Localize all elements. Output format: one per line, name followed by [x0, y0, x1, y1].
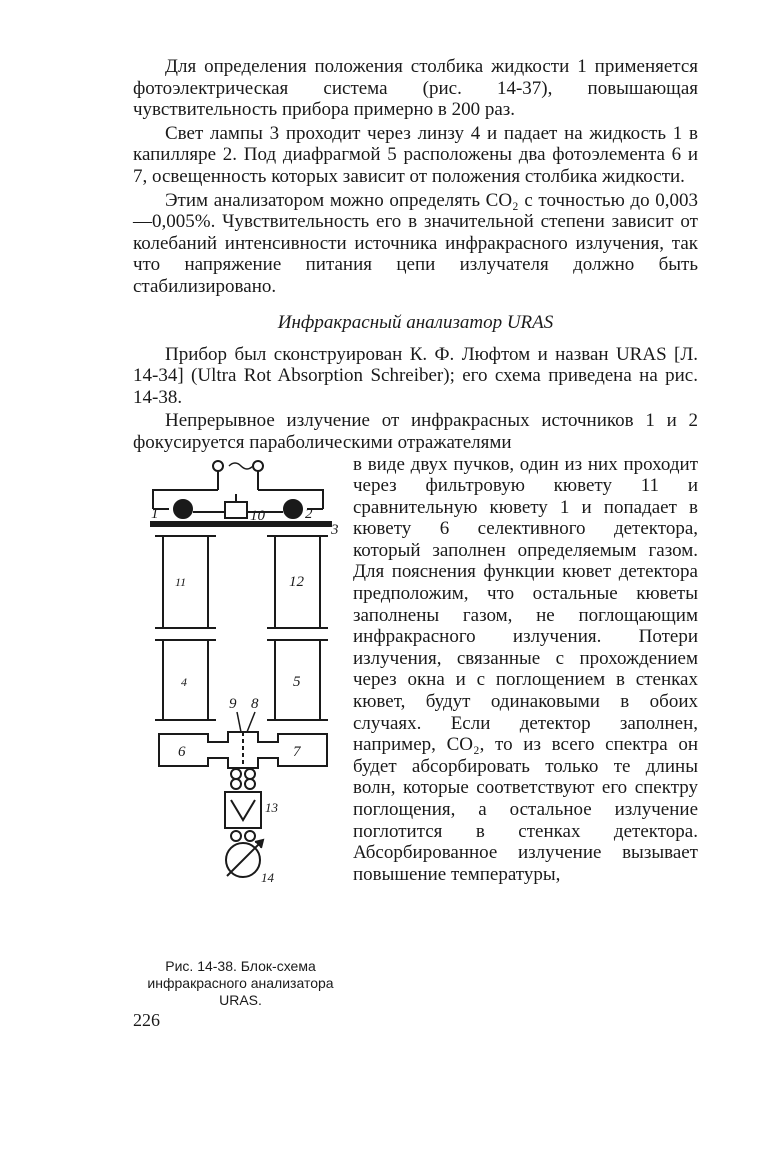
label-2: 2 — [305, 505, 313, 522]
figure-wrap — [133, 454, 698, 886]
label-9: 9 — [229, 695, 237, 712]
label-11: 11 — [175, 574, 187, 589]
label-4: 4 — [181, 674, 187, 689]
section-heading: Инфракрасный анализатор URAS — [277, 311, 554, 333]
label-5: 5 — [293, 673, 301, 690]
label-7: 7 — [293, 743, 301, 760]
label-10: 10 — [250, 507, 265, 524]
paragraph-3: Этим анализатором можно определять CO₂ с точностью до 0,003—0,005%. Чувствительность его в значительной степени зависит от колебаний интенсивности источника инфракрасного излучения, так что напряжение питания цепи излучателя должно быть стабилизировано. — [133, 189, 698, 297]
label-12: 12 — [289, 573, 304, 590]
label-14: 14 — [261, 869, 274, 885]
paragraph-2: Свет лампы 3 проходит через линзу 4 и падает на жидкость 1 в капилляре 2. Под диафрагмой 5 расположены два фотоэлемента 6 и 7, освещенность которых зависит от положения столбика жидкости. — [133, 122, 698, 187]
paragraph-column: в виде двух пучков, один из них проходит через фильтровую кювету 11 и сравнительную кювету 1 и попадает в кювету 6 селективного детектора, который заполнен определяемым газом. Для пояснения функции кювет детектора предположим, что остальные кюветы заполнены газом, не поглощающим инфракрасного излучения. Потери излучения, связанные с прохождением через окна и с поглощением в стенках кювет, будут одинаковыми в обоих случаях. Если детектор заполнен, например, CO₂, то из всего спектра он будет абсорбировать только те длины волн, которые соответствуют его спектру поглощения, а остальное излучение поглотится в стенках детектора. Абсорбированное излучение вызывает повышение температуры, — [353, 453, 698, 885]
figure-caption: Рис. 14-38. Блок-схема инфракрасного анализатора URAS. — [147, 958, 334, 1008]
label-13: 13 — [265, 799, 278, 815]
page-content — [133, 56, 698, 885]
block-diagram — [133, 454, 343, 934]
label-3: 3 — [331, 521, 339, 538]
label-8: 8 — [251, 695, 259, 712]
figure-14-38 — [133, 454, 343, 939]
label-1: 1 — [151, 505, 159, 522]
label-6: 6 — [178, 743, 186, 760]
paragraph-uras: Прибор был сконструирован К. Ф. Люфтом и назван URAS [Л. 14-34] (Ultra Rot Absorption Schreiber); его схема приведена на рис. 14-38. — [133, 343, 698, 408]
page-number: 226 — [133, 1010, 160, 1030]
paragraph-1: Для определения положения столбика жидкости 1 применяется фотоэлектрическая система (рис. 14-37), повышающая чувствительность прибора примерно в 200 раз. — [133, 56, 698, 121]
paragraph-full-line: Непрерывное излучение от инфракрасных источников 1 и 2 фокусируется параболическими отражателями — [133, 410, 698, 453]
